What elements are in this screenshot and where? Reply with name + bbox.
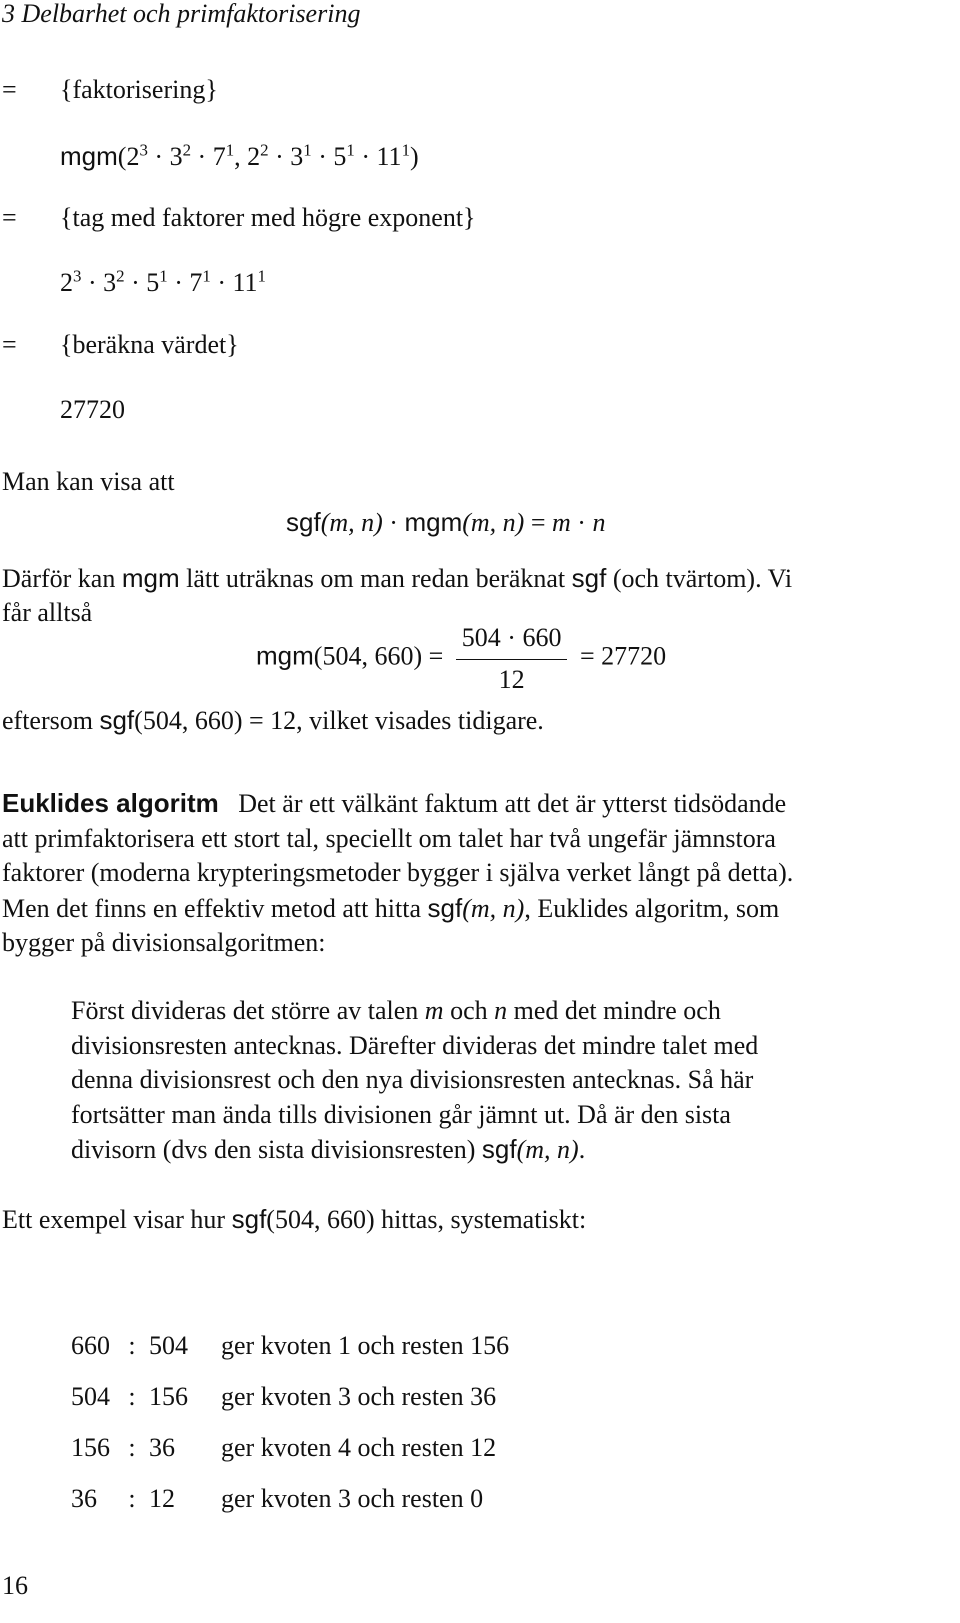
man-kan-text: Man kan visa att — [2, 467, 175, 496]
fraction-denominator: 12 — [498, 665, 525, 695]
calc-result: 27720 — [60, 395, 125, 424]
euklides-paragraph: Euklides algoritm Det är ett välkänt faktum att det är ytterst tidsödande att primfaktorisera ett stort tal, speciellt om talet har två ungefär jämnstora faktorer (moderna krypteringsmetoder bygger i själva verket långt på detta). Men det finns en effektiv metod att hitta sgf(m, n), Euklides algoritm, som bygger på divisionsalgoritmen: — [2, 788, 794, 957]
far-alltsa-text: får alltså — [2, 598, 93, 627]
identity-formula: sgf(m, n) · mgm(m, n) = m · n — [286, 507, 606, 537]
division-step-row: 36 : 12 ger kvoten 3 och resten 0 — [71, 1483, 484, 1513]
fraction-numerator: 504 · 660 — [456, 622, 568, 660]
euklides-heading: Euklides algoritm — [2, 788, 219, 818]
chapter-title: 3 Delbarhet och primfaktorisering — [2, 0, 361, 28]
calc-eq-2: = — [2, 203, 17, 232]
calc-eq-3: = — [2, 330, 17, 359]
algorithm-quote: Först divideras det större av talen m och n med det mindre och divisionsresten antecknas. Därefter divideras det mindre talet med denna divisionsrest och den nya divisionsresten antecknas. Så här fortsätter man ända tills divisionen går jämnt ut. Då är den sista divisorn (dvs den sista divisionsresten) sgf(m, n). — [71, 996, 759, 1164]
mgm-fraction-formula: mgm(504, 660) = $\frac{504 \cdot 660}{12}$ = 27720 — [256, 623, 667, 695]
division-step-row: 660 : 504 ger kvoten 1 och resten 156 — [71, 1330, 510, 1360]
calc-hint-3: {beräkna värdet} — [60, 330, 239, 359]
division-steps-table — [71, 1320, 509, 1524]
calc-expression-1: $mgm(2^3 \cdot 3^2 \cdot 7^1$, $2^2 \cdot 3^1 \cdot 5^1 \cdot 11^1$) — [60, 140, 419, 171]
calc-eq-1: = — [2, 75, 17, 104]
page-number: 16 — [2, 1571, 28, 1600]
fraction — [456, 622, 568, 695]
example-intro: Ett exempel visar hur sgf(504, 660) hittas, systematiskt: — [2, 1204, 587, 1234]
calc-hint-1: {faktorisering} — [60, 75, 218, 104]
division-step-row: 156 : 36 ger kvoten 4 och resten 12 — [71, 1432, 497, 1462]
darfor-text: Därför kan mgm lätt uträknas om man redan beräknat sgf (och tvärtom). Vi — [2, 563, 793, 593]
eftersom-text: eftersom sgf(504, 660) = 12, vilket visades tidigare. — [2, 705, 544, 735]
division-step-row: 504 : 156 ger kvoten 3 och resten 36 — [71, 1381, 497, 1411]
calc-expression-2: $2^3 \cdot 3^2 \cdot 5^1 \cdot 7^1 \cdot 11^1$ — [60, 266, 266, 297]
calc-hint-2: {tag med faktorer med högre exponent} — [60, 203, 476, 232]
